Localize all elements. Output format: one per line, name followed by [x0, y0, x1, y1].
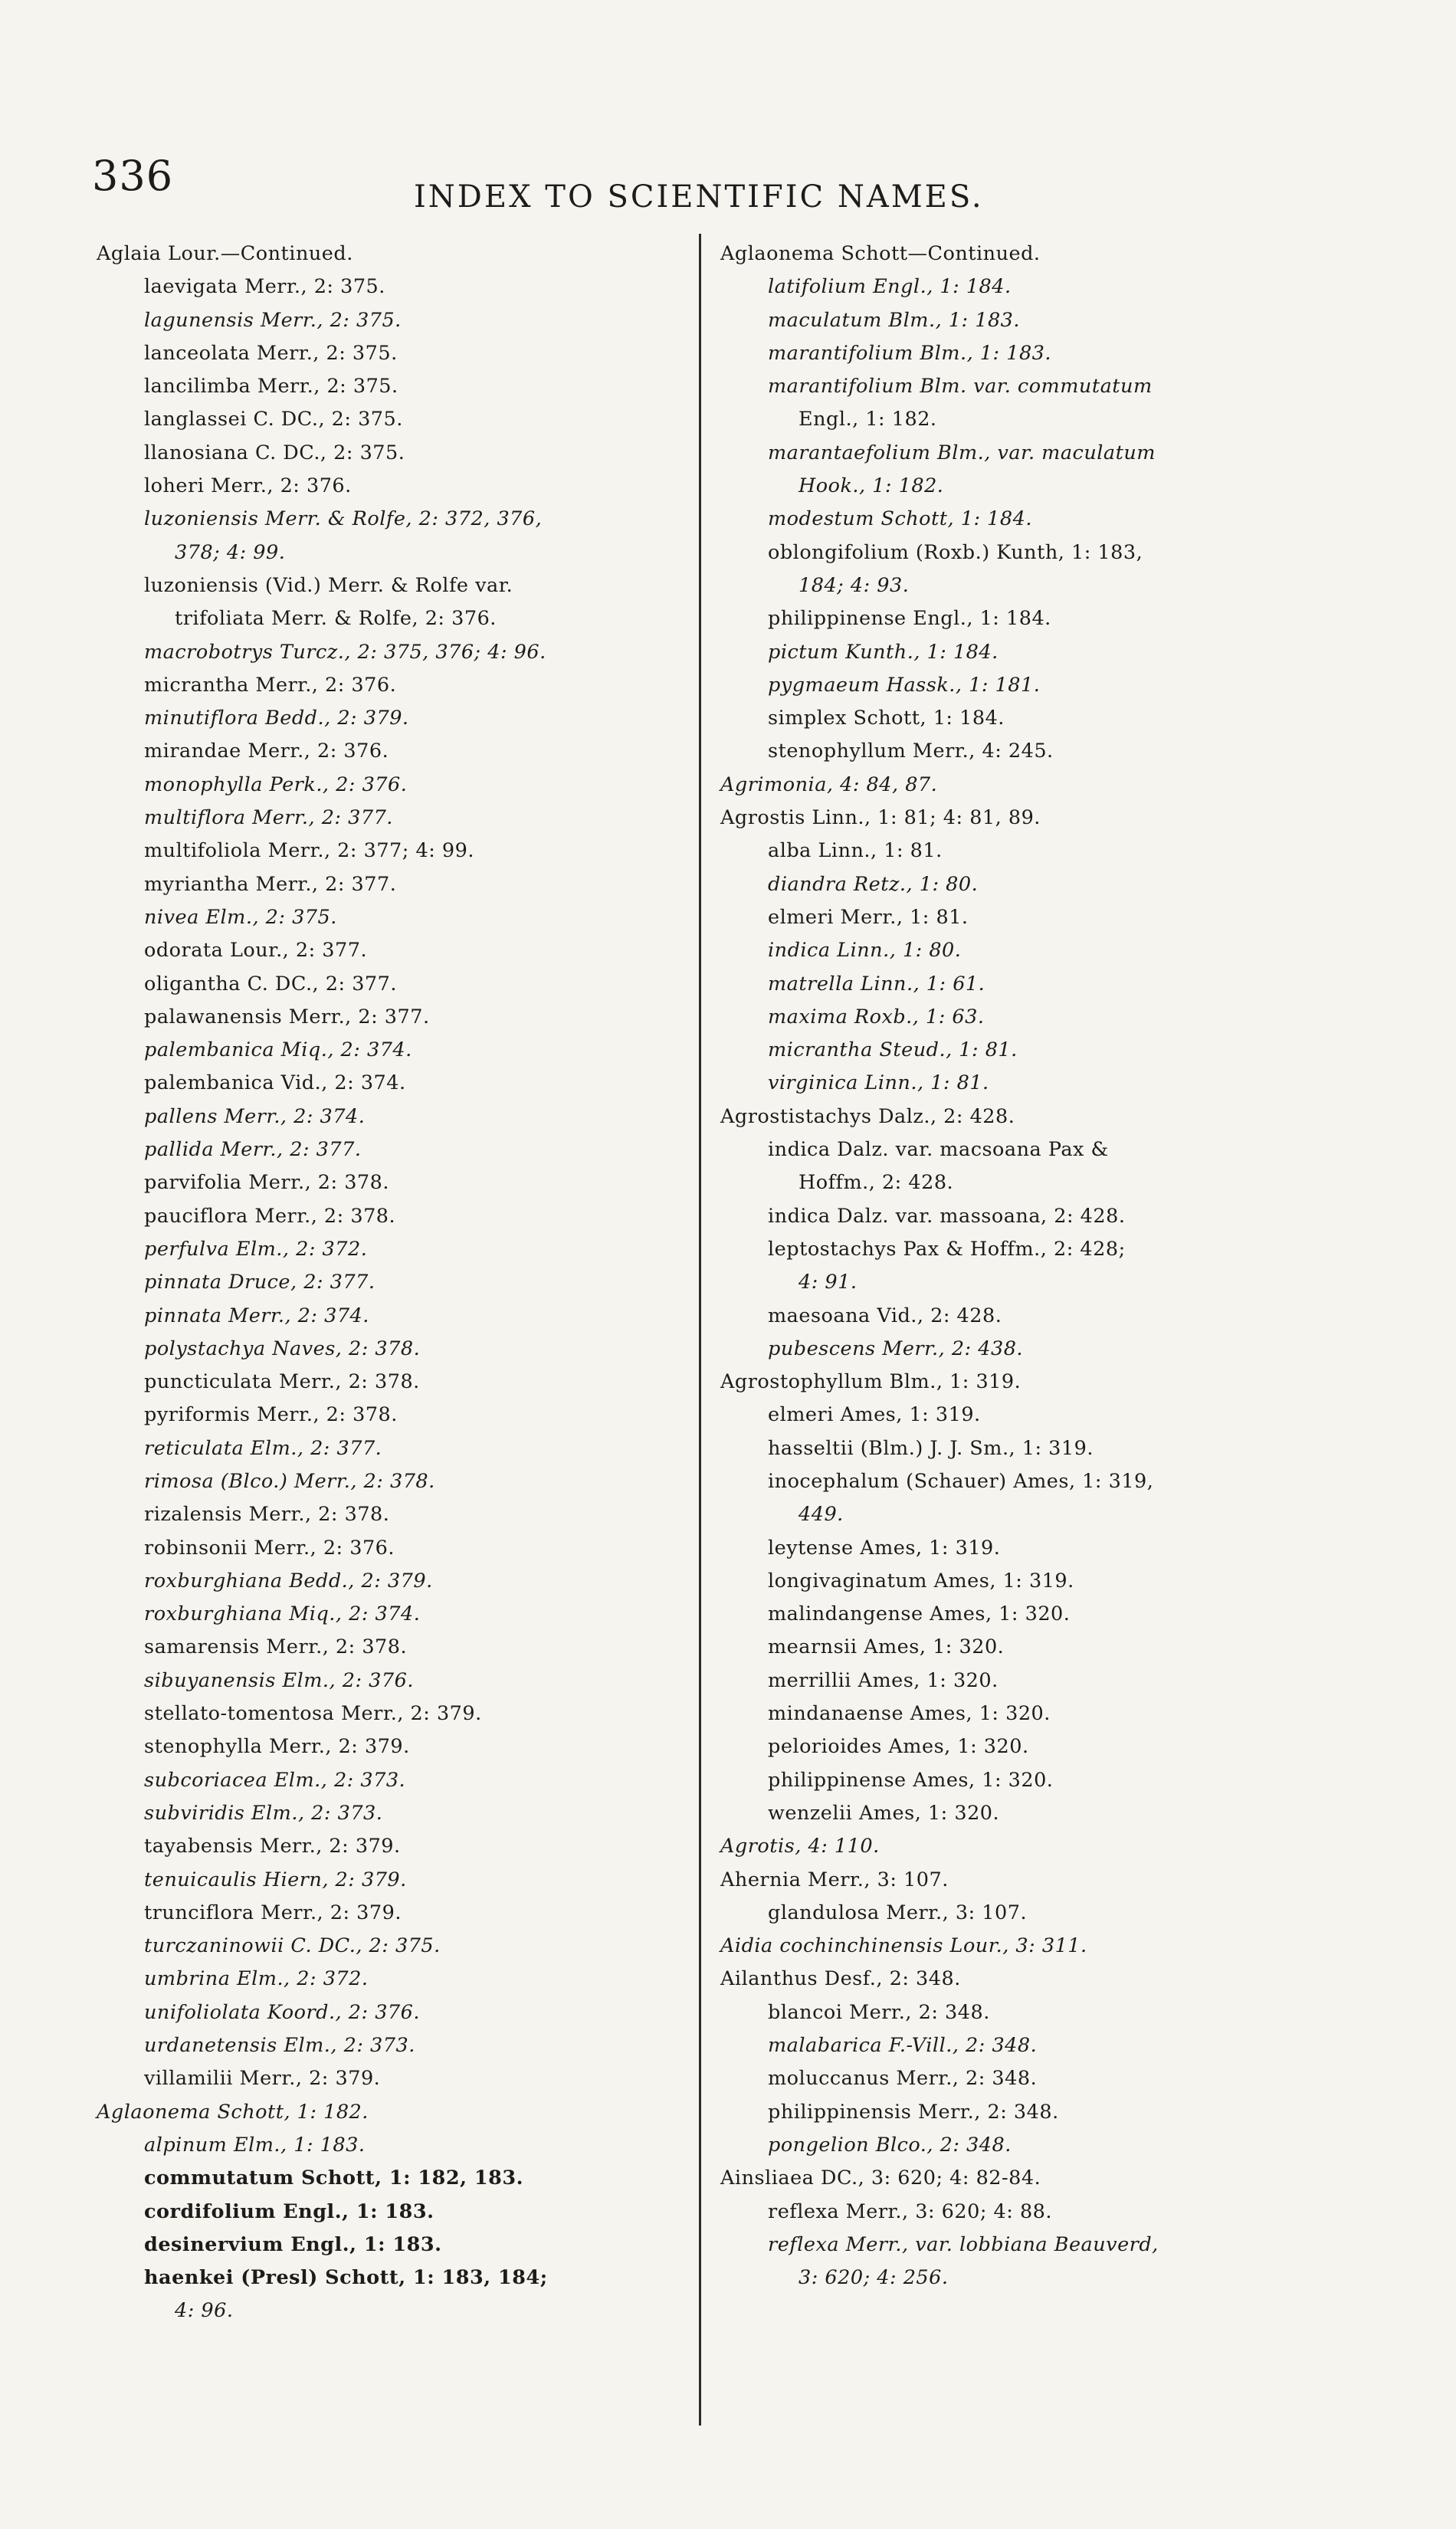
index-entry: Aglaonema Schott, 1: 182.	[97, 2100, 369, 2124]
index-entry: philippinensis Merr., 2: 348.	[768, 2100, 1059, 2124]
index-entry: Ailanthus Desf., 2: 348.	[720, 1967, 961, 1991]
index-entry: samarensis Merr., 2: 378.	[144, 1635, 408, 1659]
index-entry: modestum Schott, 1: 184.	[768, 507, 1032, 531]
index-entry: diandra Retz., 1: 80.	[768, 872, 979, 896]
index-entry: pictum Kunth., 1: 184.	[768, 640, 999, 664]
index-entry: matrella Linn., 1: 61.	[768, 972, 985, 996]
index-entry: mearnsii Ames, 1: 320.	[768, 1635, 1005, 1659]
index-entry: wenzelii Ames, 1: 320.	[768, 1801, 1000, 1825]
index-entry: polystachya Naves, 2: 378.	[144, 1337, 421, 1360]
index-entry: trunciflora Merr., 2: 379.	[144, 1901, 402, 1924]
index-entry: latifolium Engl., 1: 184.	[768, 275, 1012, 299]
index-entry: Agrostophyllum Blm., 1: 319.	[720, 1370, 1021, 1394]
index-entry: subcoriacea Elm., 2: 373.	[144, 1768, 406, 1792]
index-entry: pubescens Merr., 2: 438.	[768, 1337, 1024, 1360]
index-entry: reflexa Merr., 3: 620; 4: 88.	[768, 2199, 1053, 2223]
index-entry: pallens Merr., 2: 374.	[144, 1104, 366, 1128]
index-entry-continuation: Hoffm., 2: 428.	[799, 1171, 954, 1195]
index-entry: commutatum Schott, 1: 182, 183.	[144, 2167, 523, 2190]
index-entry: pongelion Blco., 2: 348.	[768, 2133, 1012, 2157]
index-column-right	[720, 238, 1318, 2294]
index-entry: puncticulata Merr., 2: 378.	[144, 1370, 420, 1394]
index-entry: lanceolata Merr., 2: 375.	[144, 341, 398, 365]
index-entry: glandulosa Merr., 3: 107.	[768, 1901, 1028, 1924]
index-entry: inocephalum (Schauer) Ames, 1: 319,	[768, 1469, 1154, 1493]
index-entry: Aglaonema Schott—Continued.	[720, 242, 1041, 265]
index-entry: mindanaense Ames, 1: 320.	[768, 1702, 1051, 1726]
index-entry: desinervium Engl., 1: 183.	[144, 2232, 442, 2256]
index-entry: turczaninowii C. DC., 2: 375.	[144, 1934, 441, 1958]
index-entry: Agrostistachys Dalz., 2: 428.	[720, 1104, 1015, 1128]
index-entry: pinnata Merr., 2: 374.	[144, 1304, 369, 1327]
index-entry: macrobotrys Turcz., 2: 375, 376; 4: 96.	[144, 640, 546, 664]
index-entry: roxburghiana Miq., 2: 374.	[144, 1602, 421, 1626]
index-entry: marantifolium Blm., 1: 183.	[768, 341, 1052, 365]
index-entry: palawanensis Merr., 2: 377.	[144, 1005, 430, 1028]
index-entry-continuation: 3: 620; 4: 256.	[799, 2266, 949, 2290]
index-entry-continuation: 184; 4: 93.	[799, 573, 910, 597]
index-entry: Agrostis Linn., 1: 81; 4: 81, 89.	[720, 806, 1041, 830]
index-entry: maculatum Blm., 1: 183.	[768, 308, 1020, 332]
index-entry: marantaefolium Blm., var. maculatum	[768, 441, 1156, 464]
index-entry: marantifolium Blm. var. commutatum	[768, 375, 1153, 399]
index-entry: palembanica Miq., 2: 374.	[144, 1038, 412, 1062]
index-entry: Ahernia Merr., 3: 107.	[720, 1868, 949, 1891]
index-entry: indica Linn., 1: 80.	[768, 939, 962, 963]
index-entry: philippinense Engl., 1: 184.	[768, 607, 1051, 631]
index-entry: micrantha Merr., 2: 376.	[144, 673, 397, 697]
index-entry: philippinense Ames, 1: 320.	[768, 1768, 1054, 1792]
index-entry: lagunensis Merr., 2: 375.	[144, 308, 402, 332]
index-entry: hasseltii (Blm.) J. J. Sm., 1: 319.	[768, 1436, 1094, 1460]
index-entry: elmeri Merr., 1: 81.	[768, 905, 969, 929]
index-entry: pelorioides Ames, 1: 320.	[768, 1735, 1029, 1759]
index-entry: robinsonii Merr., 2: 376.	[144, 1536, 395, 1560]
index-entry: pygmaeum Hassk., 1: 181.	[768, 673, 1041, 697]
index-entry: sibuyanensis Elm., 2: 376.	[144, 1668, 414, 1692]
page-title: INDEX TO SCIENTIFIC NAMES.	[414, 179, 984, 215]
index-entry: palembanica Vid., 2: 374.	[144, 1071, 406, 1095]
index-column-left	[97, 238, 687, 2328]
index-entry: perfulva Elm., 2: 372.	[144, 1237, 368, 1261]
index-entry: alba Linn., 1: 81.	[768, 839, 943, 863]
index-entry: elmeri Ames, 1: 319.	[768, 1403, 981, 1427]
index-entry: cordifolium Engl., 1: 183.	[144, 2199, 435, 2223]
index-entry-continuation: 4: 91.	[799, 1271, 858, 1294]
index-entry-continuation: 449.	[799, 1503, 844, 1527]
index-entry: urdanetensis Elm., 2: 373.	[144, 2034, 415, 2058]
index-entry: moluccanus Merr., 2: 348.	[768, 2067, 1038, 2091]
index-entry: blancoi Merr., 2: 348.	[768, 2000, 990, 2024]
index-entry: llanosiana C. DC., 2: 375.	[144, 441, 405, 464]
index-entry: laevigata Merr., 2: 375.	[144, 275, 385, 299]
index-entry: loheri Merr., 2: 376.	[144, 474, 352, 498]
index-entry: minutiflora Bedd., 2: 379.	[144, 707, 409, 730]
index-entry: luzoniensis Merr. & Rolfe, 2: 372, 376,	[144, 507, 543, 531]
index-entry: Agrotis, 4: 110.	[720, 1835, 880, 1858]
index-entry: haenkei (Presl) Schott, 1: 183, 184;	[144, 2266, 548, 2290]
index-entry: reticulata Elm., 2: 377.	[144, 1436, 382, 1460]
index-entry: stenophyllum Merr., 4: 245.	[768, 740, 1054, 763]
index-entry: maxima Roxb., 1: 63.	[768, 1005, 985, 1028]
index-entry: lancilimba Merr., 2: 375.	[144, 375, 398, 399]
index-entry: nivea Elm., 2: 375.	[144, 905, 337, 929]
page-number: 336	[92, 152, 174, 200]
index-entry-continuation: 4: 96.	[175, 2299, 234, 2323]
index-entry: alpinum Elm., 1: 183.	[144, 2133, 366, 2157]
index-entry: micrantha Steud., 1: 81.	[768, 1038, 1018, 1062]
index-entry: malindangense Ames, 1: 320.	[768, 1602, 1071, 1626]
index-entry: tayabensis Merr., 2: 379.	[144, 1835, 401, 1858]
index-entry: indica Dalz. var. massoana, 2: 428.	[768, 1204, 1126, 1228]
index-entry: myriantha Merr., 2: 377.	[144, 872, 397, 896]
index-entry: stenophylla Merr., 2: 379.	[144, 1735, 410, 1759]
index-entry: mirandae Merr., 2: 376.	[144, 740, 389, 763]
index-entry: leytense Ames, 1: 319.	[768, 1536, 1001, 1560]
index-entry: merrillii Ames, 1: 320.	[768, 1668, 999, 1692]
index-entry: parvifolia Merr., 2: 378.	[144, 1171, 389, 1195]
index-entry-continuation: Engl., 1: 182.	[799, 408, 937, 431]
index-entry: unifoliolata Koord., 2: 376.	[144, 2000, 420, 2024]
index-entry: langlassei C. DC., 2: 375.	[144, 408, 403, 431]
index-entry: leptostachys Pax & Hoffm., 2: 428;	[768, 1237, 1126, 1261]
index-entry: monophylla Perk., 2: 376.	[144, 772, 408, 796]
index-entry: oblongifolium (Roxb.) Kunth, 1: 183,	[768, 540, 1143, 564]
index-entry: oligantha C. DC., 2: 377.	[144, 972, 397, 996]
index-entry: roxburghiana Bedd., 2: 379.	[144, 1569, 433, 1593]
index-entry: indica Dalz. var. macsoana Pax &	[768, 1138, 1109, 1162]
index-entry: odorata Lour., 2: 377.	[144, 939, 368, 963]
index-entry: Ainsliaea DC., 3: 620; 4: 82-84.	[720, 2167, 1041, 2190]
index-entry: subviridis Elm., 2: 373.	[144, 1801, 383, 1825]
index-entry: pauciflora Merr., 2: 378.	[144, 1204, 396, 1228]
index-entry: stellato-tomentosa Merr., 2: 379.	[144, 1702, 482, 1726]
index-entry: pyriformis Merr., 2: 378.	[144, 1403, 398, 1427]
index-entry-continuation: trifoliata Merr. & Rolfe, 2: 376.	[175, 607, 497, 631]
index-entry: multifoliola Merr., 2: 377; 4: 99.	[144, 839, 474, 863]
index-entry: luzoniensis (Vid.) Merr. & Rolfe var.	[144, 573, 513, 597]
index-entry: longivaginatum Ames, 1: 319.	[768, 1569, 1074, 1593]
index-entry: Aidia cochinchinensis Lour., 3: 311.	[720, 1934, 1087, 1958]
column-divider	[699, 234, 701, 2426]
index-entry: maesoana Vid., 2: 428.	[768, 1304, 1002, 1327]
index-entry: simplex Schott, 1: 184.	[768, 707, 1005, 730]
index-entry: Aglaia Lour.—Continued.	[97, 242, 353, 265]
index-entry: rimosa (Blco.) Merr., 2: 378.	[144, 1469, 435, 1493]
index-entry: villamilii Merr., 2: 379.	[144, 2067, 381, 2091]
index-entry: tenuicaulis Hiern, 2: 379.	[144, 1868, 407, 1891]
index-entry: rizalensis Merr., 2: 378.	[144, 1503, 390, 1527]
index-entry-continuation: 378; 4: 99.	[175, 540, 286, 564]
index-entry: Agrimonia, 4: 84, 87.	[720, 772, 938, 796]
index-entry: umbrina Elm., 2: 372.	[144, 1967, 369, 1991]
index-entry: multiflora Merr., 2: 377.	[144, 806, 393, 830]
index-entry-continuation: Hook., 1: 182.	[799, 474, 944, 498]
index-entry: malabarica F.-Vill., 2: 348.	[768, 2034, 1038, 2058]
index-entry: pallida Merr., 2: 377.	[144, 1138, 362, 1162]
index-entry: reflexa Merr., var. lobbiana Beauverd,	[768, 2232, 1159, 2256]
index-entry: virginica Linn., 1: 81.	[768, 1071, 989, 1095]
index-entry: pinnata Druce, 2: 377.	[144, 1271, 375, 1294]
